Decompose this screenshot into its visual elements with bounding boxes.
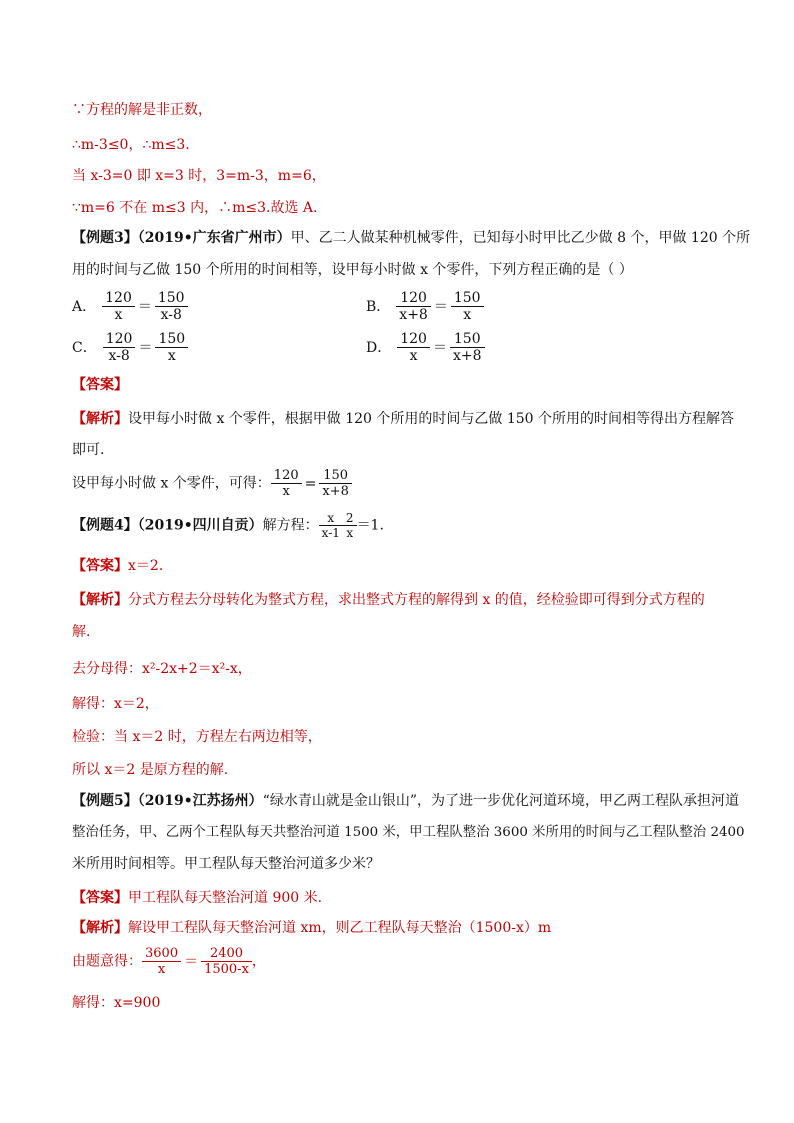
example-source: （2019•江苏扬州） xyxy=(137,793,263,809)
analysis-line: 【解析】设甲每小时做 x 个零件，根据甲做 120 个所用的时间与乙做 150 个所用的时间相等得出方程解答 xyxy=(72,411,735,427)
analysis-tag: 【解析】 xyxy=(72,920,128,936)
analysis-line: 设甲每小时做 x 个零件，可得： $\frac{120}{x}$ = $\frac{150}{x+8}$ xyxy=(72,468,352,499)
analysis-line: 【解析】解设甲工程队每天整治河道 xm，则乙工程队每天整治（1500-x）m xyxy=(72,920,552,936)
solution-line: ∵方程的解是非正数， xyxy=(72,102,212,118)
solution-line: 由题意得： $\frac{3600}{x}$ ＝ $\frac{2400}{1500-x}$ ， xyxy=(72,946,266,977)
option-d: D． $\frac{120}{x}$ ＝ $\frac{150}{x+8}$ xyxy=(366,331,485,364)
answer-tag: 【答案】 xyxy=(72,377,128,393)
example-source: （2019•广东省广州市） xyxy=(137,230,291,246)
example-source: （2019•四川自贡） xyxy=(137,517,263,534)
example-3-question xyxy=(72,229,750,247)
example-4-question: 【例题4】（2019•四川自贡）解方程： $\frac{x}{x-1}$ $\frac{2}{x}$ ＝1. xyxy=(72,511,384,540)
example-tag: 【例题4】 xyxy=(72,517,138,534)
analysis-tag: 【解析】 xyxy=(72,411,128,427)
solution-line: ∵m=6 不在 m≤3 内，∴m≤3.故选 A. xyxy=(72,200,318,216)
solution-line: ∴m-3≤0，∴m≤3. xyxy=(72,137,190,153)
solution-line: 当 x-3=0 即 x=3 时，3=m-3，m=6， xyxy=(72,168,326,184)
analysis-line: 即可. xyxy=(72,442,105,458)
answer-line: 【答案】甲工程队每天整治河道 900 米. xyxy=(72,890,323,906)
solution-line: 所以 x＝2 是原方程的解. xyxy=(72,762,229,778)
option-a: A． $\frac{120}{x}$ ＝ $\frac{150}{x-8}$ xyxy=(72,290,188,323)
example-5-question: 【例题5】（2019•江苏扬州）“绿水青山就是金山银山”，为了进一步优化河道环境，甲乙两工程队承担河道 xyxy=(72,793,739,809)
solution-line: 解得：x＝2， xyxy=(72,696,159,712)
solution-line: 检验：当 x＝2 时，方程左右两边相等， xyxy=(72,729,322,745)
question-text: 米所用时间相等。甲工程队每天整治河道多少米？ xyxy=(72,856,380,872)
option-label: D． xyxy=(366,339,392,356)
answer-tag: 【答案】 xyxy=(72,558,128,574)
solution-line: 解得：x=900 xyxy=(72,995,161,1011)
analysis-line: 解. xyxy=(72,624,91,640)
question-text: 用的时间与乙做 150 个所用的时间相等，设甲每小时做 x 个零件，下列方程正确的是（ ） xyxy=(72,262,633,278)
analysis-line: 【解析】分式方程去分母转化为整式方程，求出整式方程的解得到 x 的值，经检验即可得到分式方程的 xyxy=(72,592,705,608)
question-text: 整治任务，甲、乙两个工程队每天共整治河道 1500 米，甲工程队整治 3600 米所用的时间与乙工程队整治 2400 xyxy=(72,825,745,840)
solution-line: 去分母得：x²-2x+2＝x²-x， xyxy=(72,661,252,677)
example-tag: 【例题5】 xyxy=(72,793,138,809)
option-label: B． xyxy=(366,298,391,315)
analysis-tag: 【解析】 xyxy=(72,592,128,608)
option-label: C． xyxy=(72,339,97,356)
answer-line: 【答案】x＝2. xyxy=(72,558,164,574)
question-text: 甲、乙二人做某种机械零件，已知每小时甲比乙少做 8 个，甲做 120 个所 xyxy=(290,230,751,246)
option-label: A． xyxy=(72,298,97,315)
option-b: B． $\frac{120}{x+8}$ ＝ $\frac{150}{x}$ xyxy=(366,290,484,323)
answer-tag: 【答案】 xyxy=(72,890,128,906)
option-c: C． $\frac{120}{x-8}$ ＝ $\frac{150}{x}$ xyxy=(72,331,188,364)
example-tag: 【例题3】 xyxy=(72,230,138,246)
